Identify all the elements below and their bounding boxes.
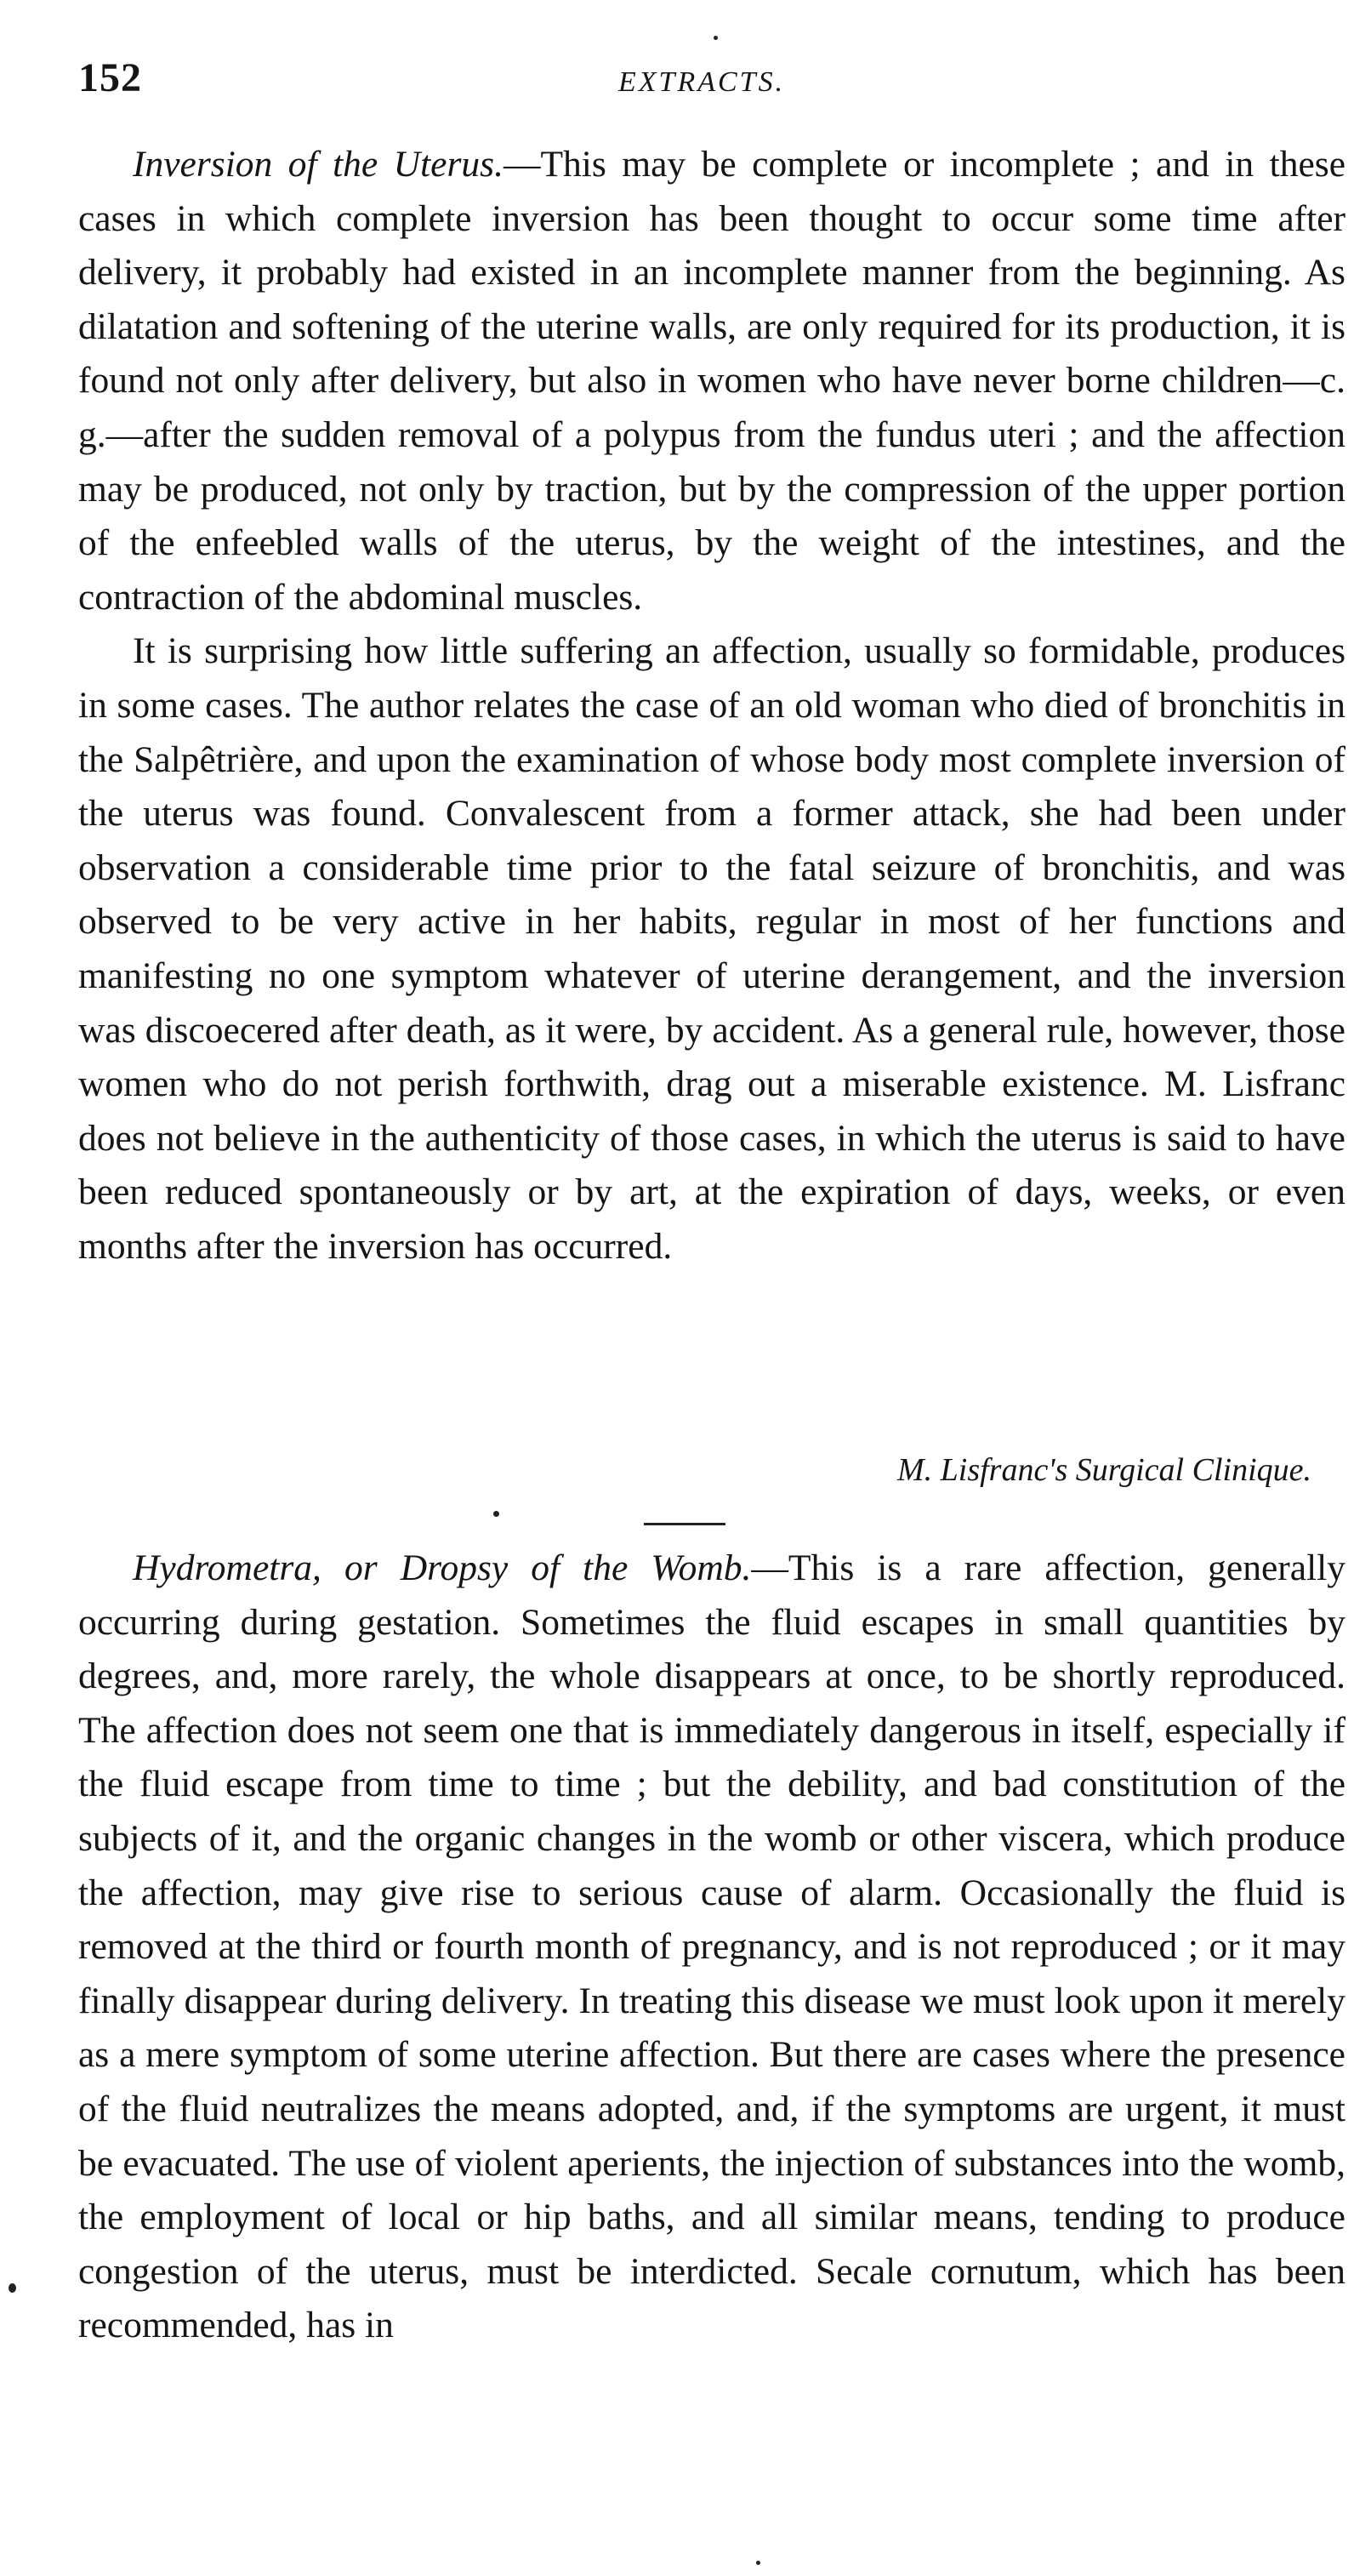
section-divider: [644, 1523, 725, 1525]
running-title: EXTRACTS.: [618, 66, 786, 98]
ink-speck: [493, 1511, 499, 1517]
article-paragraph: [78, 138, 1345, 624]
ink-speck: [9, 2283, 16, 2293]
source-citation: M. Lisfranc's Surgical Clinique.: [896, 1452, 1311, 1488]
article-paragraph: [78, 1542, 1345, 2353]
paragraph-text: —This may be complete or incomplete ; and in these cases in which complete inversion has been thought to occur some time after delivery, it probably had existed in an incomplete manner from the beginning. As dilatation and softening of the uterine walls, are only required for its production, it is found not only after delivery, but also in women who have never borne children—c. g.—after the sudden removal of a polypus from the fundus uteri ; and the affection may be produced, not only by traction, but by the compression of the upper portion of the enfeebled walls of the uterus, by the weight of the intestines, and the contraction of the abdominal muscles.: [78, 144, 1345, 618]
article-hydrometra: [78, 1542, 1345, 2353]
running-head: [78, 54, 1337, 114]
article-inversion-of-uterus: [78, 138, 1345, 1274]
article-paragraph: It is surprising how little suffering an affection, usually so formidable, produces in some cases. The author relates the case of an old woman who died of bronchitis in the Salpêtrière, and upon the examination of whose body most complete inversion of the uterus was found. Convalescent from a former attack, she had been under observation a considerable time prior to the fatal seizure of bronchitis, and was observed to be very active in her habits, regular in most of her functions and manifesting no one symptom whatever of uterine derangement, and the inversion was discoecered after death, as it were, by accident. As a general rule, however, those women who do not perish forthwith, drag out a miserable existence. M. Lisfranc does not believe in the authenticity of those cases, in which the uterus is said to have been reduced spontaneously or by art, at the expiration of days, weeks, or even months after the inversion has occurred.: [78, 630, 1345, 1267]
ink-speck: [756, 2561, 760, 2565]
page-number: 152: [78, 55, 142, 100]
article-heading: Inversion of the Uterus.: [133, 144, 503, 185]
paragraph-text: —This is a rare affection, generally occurring during gestation. Sometimes the fluid escapes in small quantities by degrees, and, more rarely, the whole disappears at once, to be shortly reproduced. The affection does not seem one that is immediately dangerous in itself, especially if the fluid escape from time to time ; but the debility, and bad constitution of the subjects of it, and the organic changes in the womb or other viscera, which produce the affection, may give rise to serious cause of alarm. Occasionally the fluid is removed at the third or fourth month of pregnancy, and is not reproduced ; or it may finally disappear during delivery. In treating this disease we must look upon it merely as a mere symptom of some uterine affection. But there are cases where the presence of the fluid neutralizes the means adopted, and, if the symptoms are urgent, it must be evacuated. The use of violent aperients, the injection of substances into the womb, the employment of local or hip baths, and all similar means, tending to produce congestion of the uterus, must be interdicted. Secale cornutum, which has been recommended, has in: [78, 1547, 1345, 2346]
article-heading: Hydrometra, or Dropsy of the Womb.: [133, 1547, 752, 1588]
ink-speck: [714, 36, 718, 40]
